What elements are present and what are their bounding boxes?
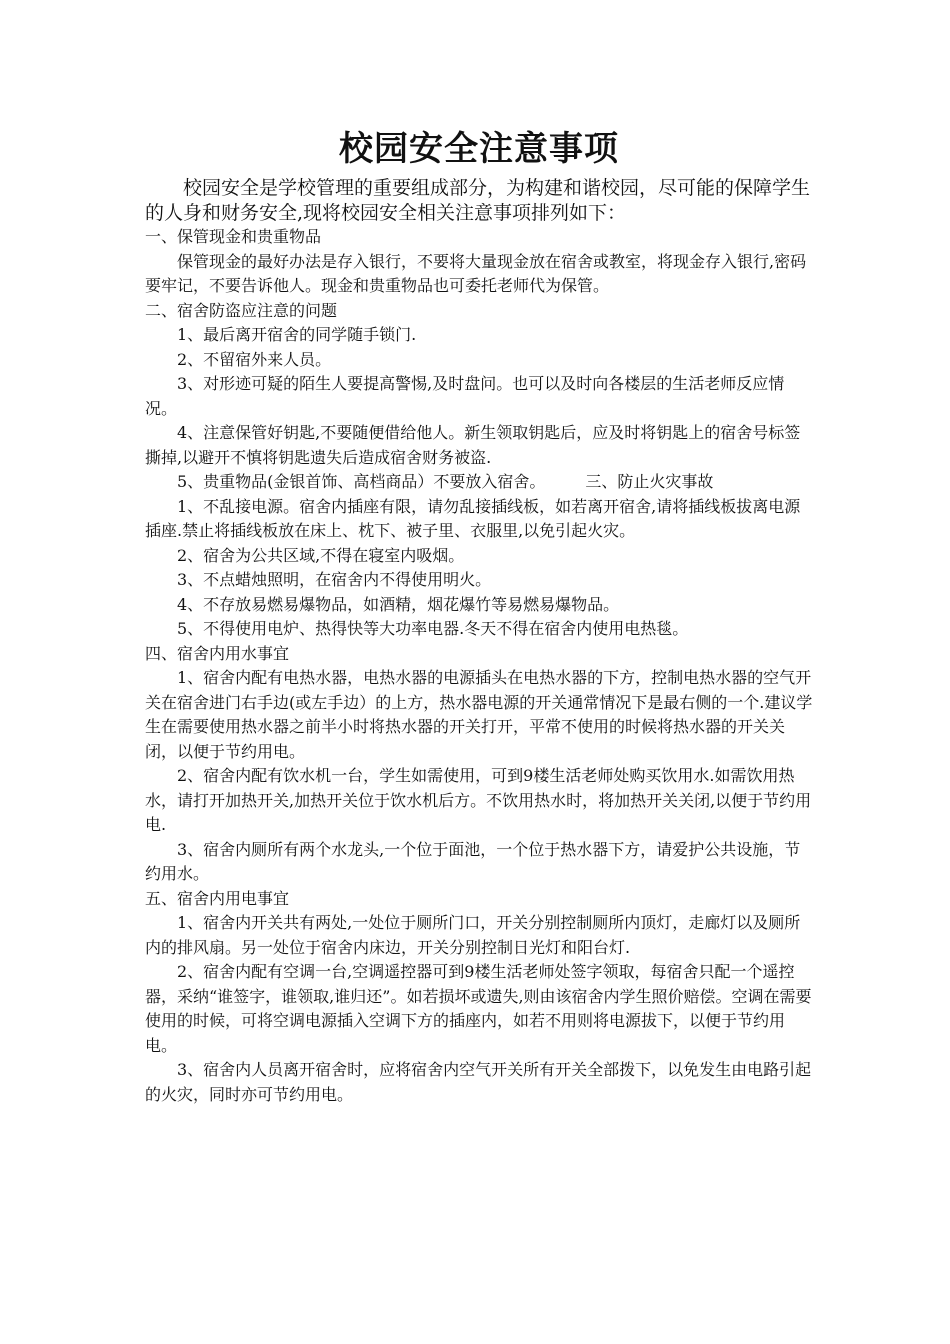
list-item: 5、不得使用电炉、热得快等大功率电器.冬天不得在宿舍内使用电热毯。: [177, 619, 689, 638]
list-item: 3、对形迹可疑的陌生人要提高警惕,及时盘问。也可以及时向各楼层的生活老师反应情况。: [145, 374, 785, 418]
document-title: 校园安全注意事项: [339, 129, 619, 169]
list-item: 2、宿舍内配有空调一台,空调遥控器可到9楼生活老师处签字领取，每宿舍只配一个遥控器，采纳“谁签字，谁领取,谁归还”。如若损坏或遗失,则由该宿舍内学生照价赔偿。空调在需要使用的时候，可将空调电源插入空调下方的插座内，如若不用则将电源拔下，以便于节约用电。: [145, 962, 812, 1055]
list-item: 2、宿舍为公共区域,不得在寝室内吸烟。: [177, 545, 465, 565]
list-item: 1、宿舍内配有电热水器，电热水器的电源插头在电热水器的下方，控制电热水器的空气开关在宿舍进门右手边(或左手边）的上方，热水器电源的开关通常情况下是最右侧的一个.建议学生在需要使用热水器之前半小时将热水器的开关打开，平常不使用的时候将热水器的开关关闭，以便于节约用电。: [145, 668, 813, 761]
list-item: 3、宿舍内厕所有两个水龙头,一个位于面池，一个位于热水器下方，请爱护公共设施，节约用水。: [145, 839, 801, 883]
list-item: 1、不乱接电源。宿舍内插座有限，请勿乱接插线板，如若离开宿舍,请将插线板拔离电源插座.禁止将插线板放在床上、枕下、被子里、衣服里,以免引起火灾。: [145, 496, 801, 540]
list-item: 3、不点蜡烛照明，在宿舍内不得使用明火。: [177, 570, 492, 589]
section-heading-1: 一、保管现金和贵重物品: [145, 227, 322, 246]
section-heading-4: 四、宿舍内用水事宜: [145, 643, 290, 663]
section-heading-2: 二、宿舍防盗应注意的问题: [145, 300, 338, 320]
list-item: 2、宿舍内配有饮水机一台，学生如需使用，可到9楼生活老师处购买饮用水.如需饮用热水，请打开加热开关,加热开关位于饮水机后方。不饮用热水时，将加热开关关闭,以便于节约用电.: [145, 766, 812, 834]
list-item: 4、注意保管好钥匙,不要随便借给他人。新生领取钥匙后，应及时将钥匙上的宿舍号标签撕掉,以避开不慎将钥匙遗失后造成宿舍财务被盗.: [145, 423, 801, 467]
list-item: 2、不留宿外来人员。: [177, 349, 332, 369]
intro-paragraph: 校园安全是学校管理的重要组成部分，为构建和谐校园，尽可能的保障学生的人身和财务安全,现将校园安全相关注意事项排列如下：: [145, 177, 811, 224]
list-item: 1、宿舍内开关共有两处,一处位于厕所门口，开关分别控制厕所内顶灯，走廊灯以及厕所内的排风扇。另一处位于宿舍内床边，开关分别控制日光灯和阳台灯.: [145, 913, 801, 957]
list-item: 3、宿舍内人员离开宿舍时，应将宿舍内空气开关所有开关全部拨下，以免发生由电路引起的火灾，同时亦可节约用电。: [145, 1060, 812, 1104]
paragraph: 保管现金的最好办法是存入银行，不要将大量现金放在宿舍或教室，将现金存入银行,密码要牢记，不要告诉他人。现金和贵重物品也可委托老师代为保管。: [145, 251, 807, 295]
list-item: 4、不存放易燃易爆物品，如酒精，烟花爆竹等易燃易爆物品。: [177, 594, 620, 614]
section-heading-5: 五、宿舍内用电事宜: [145, 888, 290, 908]
list-item: 5、贵重物品(金银首饰、高档商品）不要放入宿舍。 三、防止火灾事故: [177, 472, 714, 491]
list-item: 1、最后离开宿舍的同学随手锁门.: [177, 325, 417, 344]
